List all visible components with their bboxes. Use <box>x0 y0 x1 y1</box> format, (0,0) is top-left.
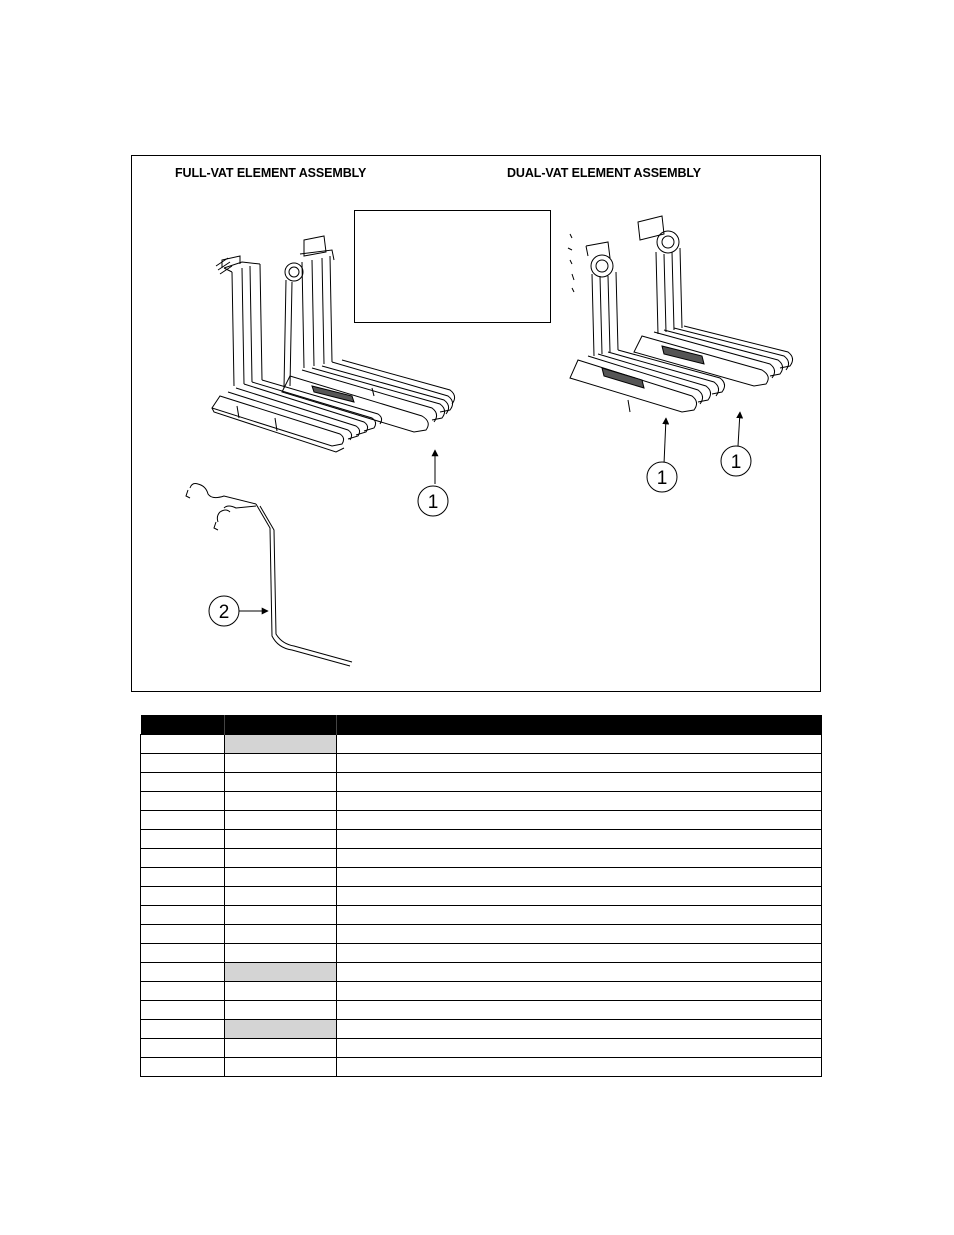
table-row <box>141 868 822 887</box>
table-cell <box>225 925 337 944</box>
callout-label: 1 <box>656 468 668 489</box>
table-row <box>141 1058 822 1077</box>
callout-label: 1 <box>730 452 742 473</box>
dual-vat-element-illustration <box>568 216 793 412</box>
table-cell <box>141 773 225 792</box>
table-cell <box>141 868 225 887</box>
callout-1-full <box>418 486 448 516</box>
table-row <box>141 792 822 811</box>
table-cell <box>337 1001 822 1020</box>
table-row <box>141 1001 822 1020</box>
table-cell <box>141 982 225 1001</box>
dual-vat-title: DUAL-VAT ELEMENT ASSEMBLY <box>507 166 702 180</box>
table-cell <box>225 773 337 792</box>
table-cell <box>225 830 337 849</box>
header-description <box>337 715 822 735</box>
table-cell <box>225 1039 337 1058</box>
header-item <box>141 715 225 735</box>
table-cell <box>337 906 822 925</box>
table-cell <box>225 868 337 887</box>
table-cell <box>225 963 337 982</box>
callout-arrow <box>664 418 666 464</box>
table-row <box>141 1020 822 1039</box>
table-cell <box>337 868 822 887</box>
table-cell <box>141 906 225 925</box>
table-cell <box>337 944 822 963</box>
table-cell <box>337 1058 822 1077</box>
table-cell <box>337 925 822 944</box>
table-row <box>141 849 822 868</box>
parts-table-body <box>141 735 822 1077</box>
blank-info-box <box>354 210 551 323</box>
callout-1-dual-back <box>721 446 751 476</box>
table-cell <box>141 735 225 754</box>
table-cell <box>225 1058 337 1077</box>
table-row <box>141 735 822 754</box>
table-cell <box>337 735 822 754</box>
table-cell <box>225 982 337 1001</box>
table-cell <box>337 982 822 1001</box>
header-part-number <box>225 715 337 735</box>
table-cell <box>141 925 225 944</box>
table-cell <box>225 754 337 773</box>
table-row <box>141 944 822 963</box>
table-cell <box>141 1020 225 1039</box>
table-cell <box>225 849 337 868</box>
table-row <box>141 925 822 944</box>
callout-2-probe <box>209 596 239 626</box>
callout-label: 1 <box>427 492 439 513</box>
callout-1-dual-front <box>647 462 677 492</box>
table-cell <box>141 1058 225 1077</box>
table-header-row <box>141 715 822 735</box>
table-cell <box>337 754 822 773</box>
table-cell <box>337 773 822 792</box>
table-cell <box>141 811 225 830</box>
table-row <box>141 811 822 830</box>
table-row <box>141 830 822 849</box>
table-cell <box>225 811 337 830</box>
table-row <box>141 963 822 982</box>
callout-arrow <box>738 412 740 446</box>
table-cell <box>141 944 225 963</box>
table-cell <box>337 1039 822 1058</box>
table-cell <box>337 963 822 982</box>
table-cell <box>141 1001 225 1020</box>
table-cell <box>337 849 822 868</box>
table-row <box>141 773 822 792</box>
table-cell <box>337 887 822 906</box>
table-cell <box>337 792 822 811</box>
table-cell <box>225 1001 337 1020</box>
table-cell <box>141 830 225 849</box>
table-cell <box>225 944 337 963</box>
table-cell <box>141 792 225 811</box>
full-vat-title: FULL-VAT ELEMENT ASSEMBLY <box>175 166 367 180</box>
table-row <box>141 1039 822 1058</box>
table-cell <box>141 963 225 982</box>
table-cell <box>337 830 822 849</box>
table-cell <box>141 754 225 773</box>
table-cell <box>225 887 337 906</box>
table-cell <box>141 1039 225 1058</box>
table-cell <box>337 1020 822 1039</box>
table-cell <box>141 849 225 868</box>
table-row <box>141 754 822 773</box>
table-cell <box>225 735 337 754</box>
parts-figure <box>131 155 821 692</box>
table-cell <box>225 792 337 811</box>
table-row <box>141 887 822 906</box>
table-cell <box>337 811 822 830</box>
table-row <box>141 906 822 925</box>
parts-table <box>140 715 822 1077</box>
table-cell <box>225 906 337 925</box>
probe-illustration <box>186 484 352 667</box>
table-row <box>141 982 822 1001</box>
table-cell <box>225 1020 337 1039</box>
table-cell <box>141 887 225 906</box>
callout-label: 2 <box>218 602 230 623</box>
